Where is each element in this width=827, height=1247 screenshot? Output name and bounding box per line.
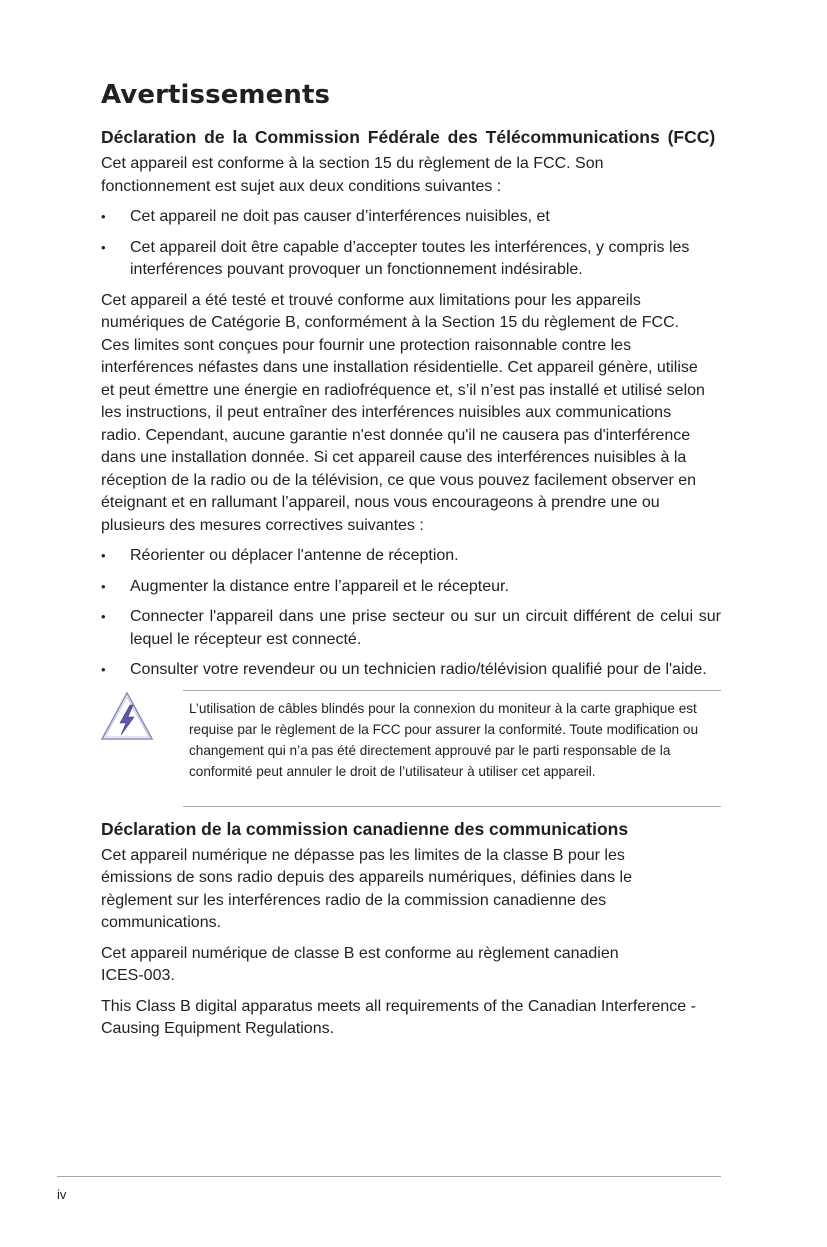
list-item-text: Connecter l'appareil dans une prise secteur ou sur un circuit différent de celui sur lequel le récepteur est connecté. [130,608,721,648]
list-item [101,576,721,599]
bullet-marker: • [101,662,106,677]
list-item [101,659,721,682]
list-item [101,237,721,282]
fcc-measures-list [101,545,721,682]
list-item [101,206,721,229]
canada-paragraph-2: Cet appareil numérique de classe B est conforme au règlement canadien ICES-003. [101,944,619,984]
fcc-conditions-list [101,206,721,282]
fcc-tested-paragraph: Cet appareil a été testé et trouvé conforme aux limitations pour les appareils numériques de Catégorie B, conformément à la Section 15 du règlement de FCC. Ces limites sont conçues pour fournir une protection raisonnable contre les interférences néfastes dans une installation résidentielle. Cet appareil génère, utilise et peut émettre une énergie en radiofréquence et, s’il n’est pas installé et utilisé selon les instructions, il peut entraîner des interférences nuisibles aux communications radio. Cependant, aucune garantie n'est donnée qu'il ne causera pas d'interférence dans une installation donnée. Si cet appareil cause des interférences nuisibles à la réception de la radio ou de la télévision, ce que vous pouvez facilement observer en éteignant et en rallumant l’appareil, nous vous encourageons à prendre une ou plusieurs des mesures correctives suivantes : [101,291,705,534]
warning-lightning-icon [99,690,155,742]
page-content [101,78,721,1049]
list-item [101,545,721,568]
bullet-marker: • [101,209,106,224]
bullet-marker: • [101,609,106,624]
list-item-text: Consulter votre revendeur ou un technicien radio/télévision qualifié pour de l'aide. [130,661,707,678]
page-number: iv [57,1187,67,1202]
list-item-text: Cet appareil doit être capable d’accepter toutes les interférences, y compris les interférences pouvant provoquer un fonctionnement indésirable. [130,238,690,278]
fcc-note [101,690,721,808]
note-frame [183,690,721,807]
note-text: L’utilisation de câbles blindés pour la connexion du moniteur à la carte graphique est requise par le règlement de la FCC pour assurer la conformité. Toute modification ou changement qui n’a pas été directement approuvé par le parti responsable de la conformité peut annuler le droit de l’utilisateur à utiliser cet appareil. [189,700,699,779]
fcc-heading: Déclaration de la Commission Fédérale des Télécommunications (FCC) [101,127,716,147]
canada-paragraph-1: Cet appareil numérique ne dépasse pas les limites de la classe B pour les émissions de sons radio depuis des appareils numériques, définies dans le règlement sur les interférences radio de la commission canadienne des communications. [101,846,632,931]
list-item-text: Réorienter ou déplacer l'antenne de réception. [130,547,459,564]
bullet-marker: • [101,578,106,594]
fcc-intro: Cet appareil est conforme à la section 15 du règlement de la FCC. Son fonctionnement est sujet aux deux conditions suivantes : [101,155,604,195]
list-item-text: Augmenter la distance entre l’appareil et le récepteur. [130,577,509,595]
canada-paragraph-3: This Class B digital apparatus meets all requirements of the Canadian Interference - Causing Equipment Regulations. [101,997,696,1037]
footer-divider [57,1176,721,1177]
canada-heading: Déclaration de la commission canadienne des communications [101,818,629,839]
list-item [101,606,721,651]
page-title: Avertissements [101,80,331,110]
list-item-text: Cet appareil ne doit pas causer d’interférences nuisibles, et [130,208,550,225]
bullet-marker: • [101,239,106,255]
bullet-marker: • [101,548,106,563]
